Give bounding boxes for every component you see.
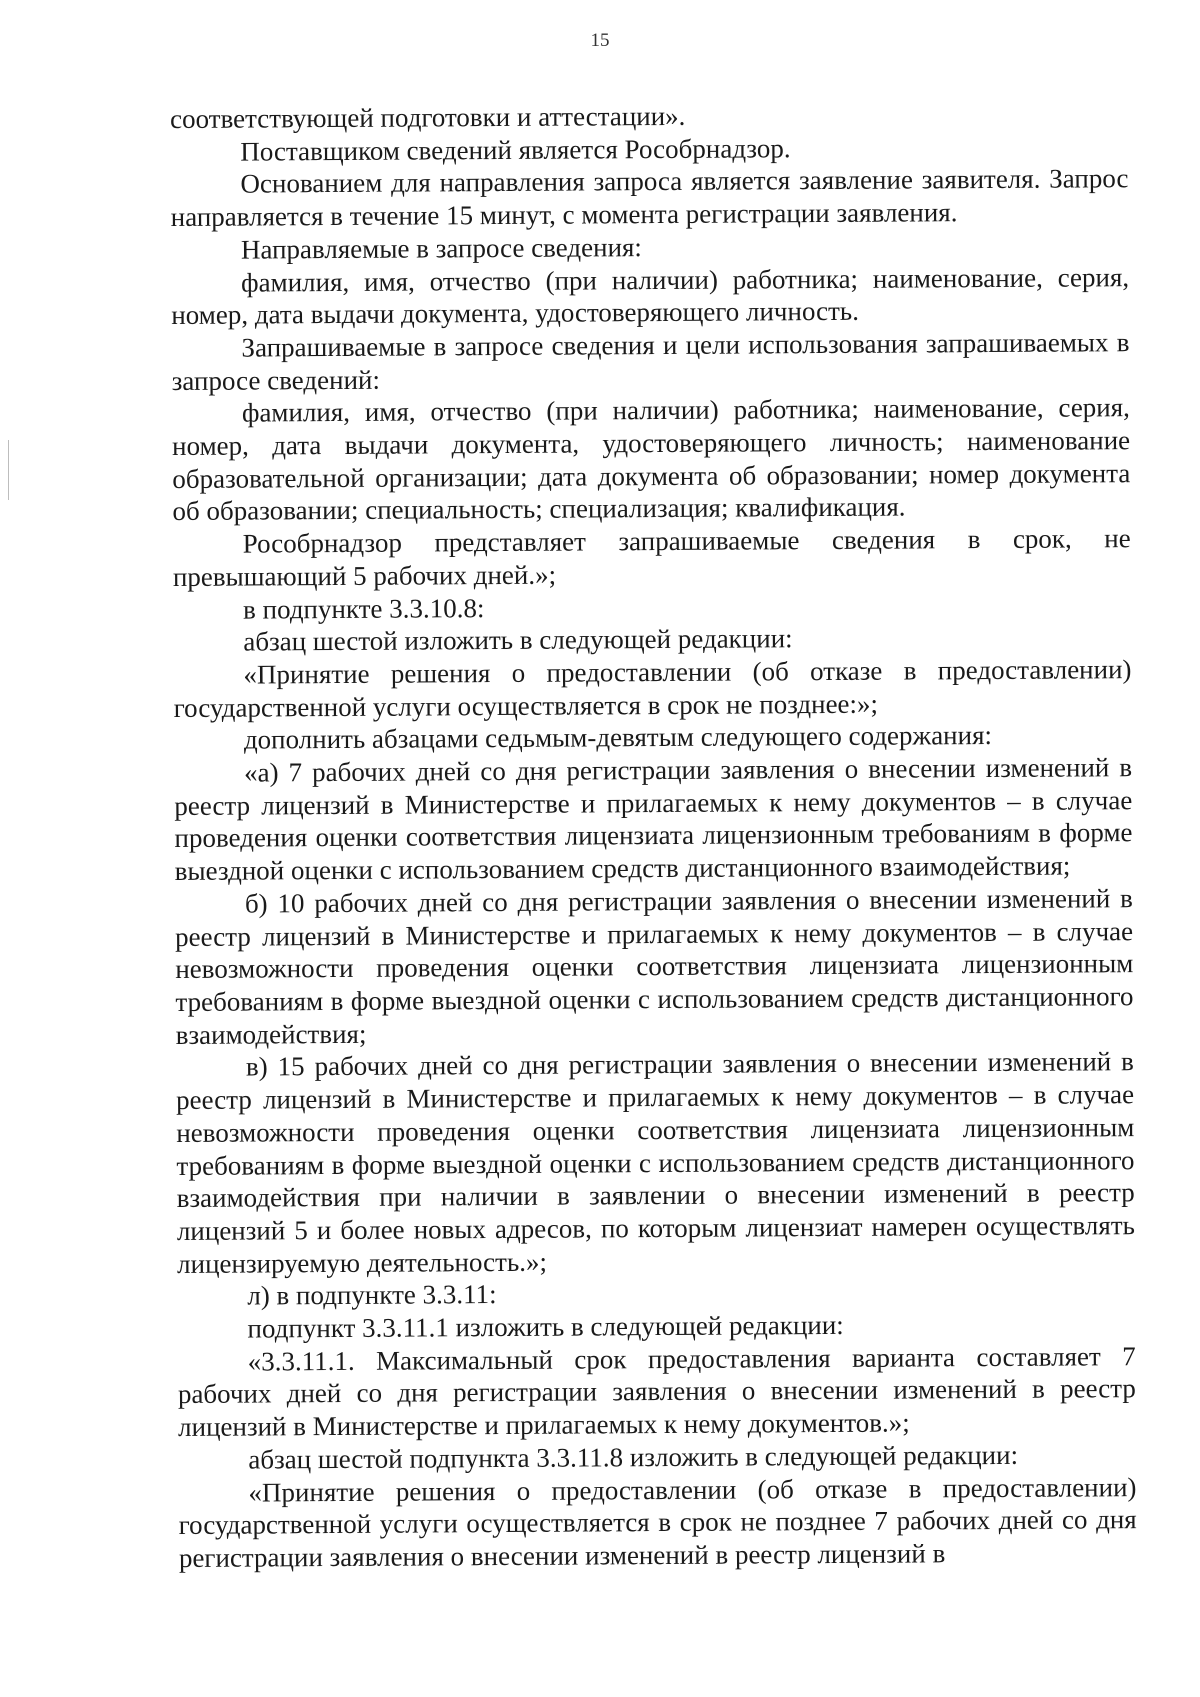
document-body <box>170 97 1137 1574</box>
paragraph-item-v: в) 15 рабочих дней со дня регистрации заявления о внесении изменений в реестр лицензий в Министерстве и прилагаемых к нему документов – в случае невозможности проведения оценки соответствия лицензиата лицензионным требованиям в форме выездной оценки с использованием средств дистанционного взаимодействия при наличии в заявлении о внесении изменений в реестр лицензий 5 и более новых адресов, по которым лицензиат намерен осуществлять лицензируемую деятельность.»; <box>175 1046 1135 1279</box>
scan-edge-mark <box>8 440 9 500</box>
paragraph-sent-data-heading: Направляемые в запросе сведения: <box>240 231 642 265</box>
paragraph-decision-term: «Принятие решения о предоставлении (об отказе в предоставлении) государственной услуги осуществляется в срок не позднее:»; <box>173 654 1132 723</box>
paragraph-response-term: Рособрнадзор представляет запрашиваемые сведения в срок, не превышающий 5 рабочих дней.»; <box>172 523 1131 592</box>
paragraph-sixth-paragraph-edit: абзац шестой изложить в следующей редакции: <box>243 623 793 657</box>
paragraph-requested-data-heading: Запрашиваемые в запросе сведения и цели использования запрашиваемых в запросе сведений: <box>171 327 1130 396</box>
paragraph-subclause-3-3-11-8-edit: абзац шестой подпункта 3.3.11.8 изложить в следующей редакции: <box>248 1439 1019 1475</box>
paragraph-request-basis: Основанием для направления запроса является заявление заявителя. Запрос направляется в течение 15 минут, с момента регистрации заявления. <box>170 163 1129 233</box>
paragraph-decision-term-final: «Принятие решения о предоставлении (об отказе в предоставлении) государственной услуги осуществляется в срок не позднее 7 рабочих дней со дня регистрации заявления о внесении изменений в реестр лицензий в <box>178 1471 1137 1573</box>
paragraph-item-a: «а) 7 рабочих дней со дня регистрации заявления о внесении изменений в реестр лицензий в Министерстве и прилагаемых к нему документов – в случае проведения оценки соответствия лицензиата лицензионным требованиям в форме выездной оценки с использованием средств дистанционного взаимодействия; <box>174 752 1133 887</box>
page-number: 15 <box>590 30 610 51</box>
paragraph-continuation: соответствующей подготовки и аттестации». <box>170 100 686 134</box>
paragraph-item-l: л) в подпункте 3.3.11: <box>247 1279 497 1311</box>
paragraph-item-b: б) 10 рабочих дней со дня регистрации заявления о внесении изменений в реестр лицензий в Министерстве и прилагаемых к нему документов – в случае невозможности проведения оценки соответствия лицензиата лицензионным требованиям в форме выездной оценки с использованием средств дистанционного взаимодействия; <box>175 883 1134 1050</box>
paragraph-requested-data: фамилия, имя, отчество (при наличии) работника; наименование, серия, номер, дата выдачи документа, удостоверяющего личность; наименование образовательной организации; дата документа об образовании; номер документа об образовании; специальность; специализация; квалификация. <box>172 392 1131 527</box>
paragraph-add-paragraphs: дополнить абзацами седьмым-девятым следующего содержания: <box>243 720 993 755</box>
paragraph-sent-data: фамилия, имя, отчество (при наличии) работника; наименование, серия, номер, дата выдачи документа, удостоверяющего личность. <box>171 261 1130 331</box>
paragraph-subclause-3-3-10-8: в подпункте 3.3.10.8: <box>243 592 485 625</box>
paragraph-subclause-3-3-11-1-edit: подпункт 3.3.11.1 изложить в следующей редакции: <box>247 1309 844 1344</box>
paragraph-information-provider: Поставщиком сведений является Рособрнадзор. <box>240 132 791 167</box>
paragraph-max-term: «3.3.11.1. Максимальный срок предоставления варианта составляет 7 рабочих дней со дня регистрации заявления о внесении изменений в реестр лицензий в Министерстве и прилагаемых к нему документов.»; <box>177 1340 1136 1443</box>
